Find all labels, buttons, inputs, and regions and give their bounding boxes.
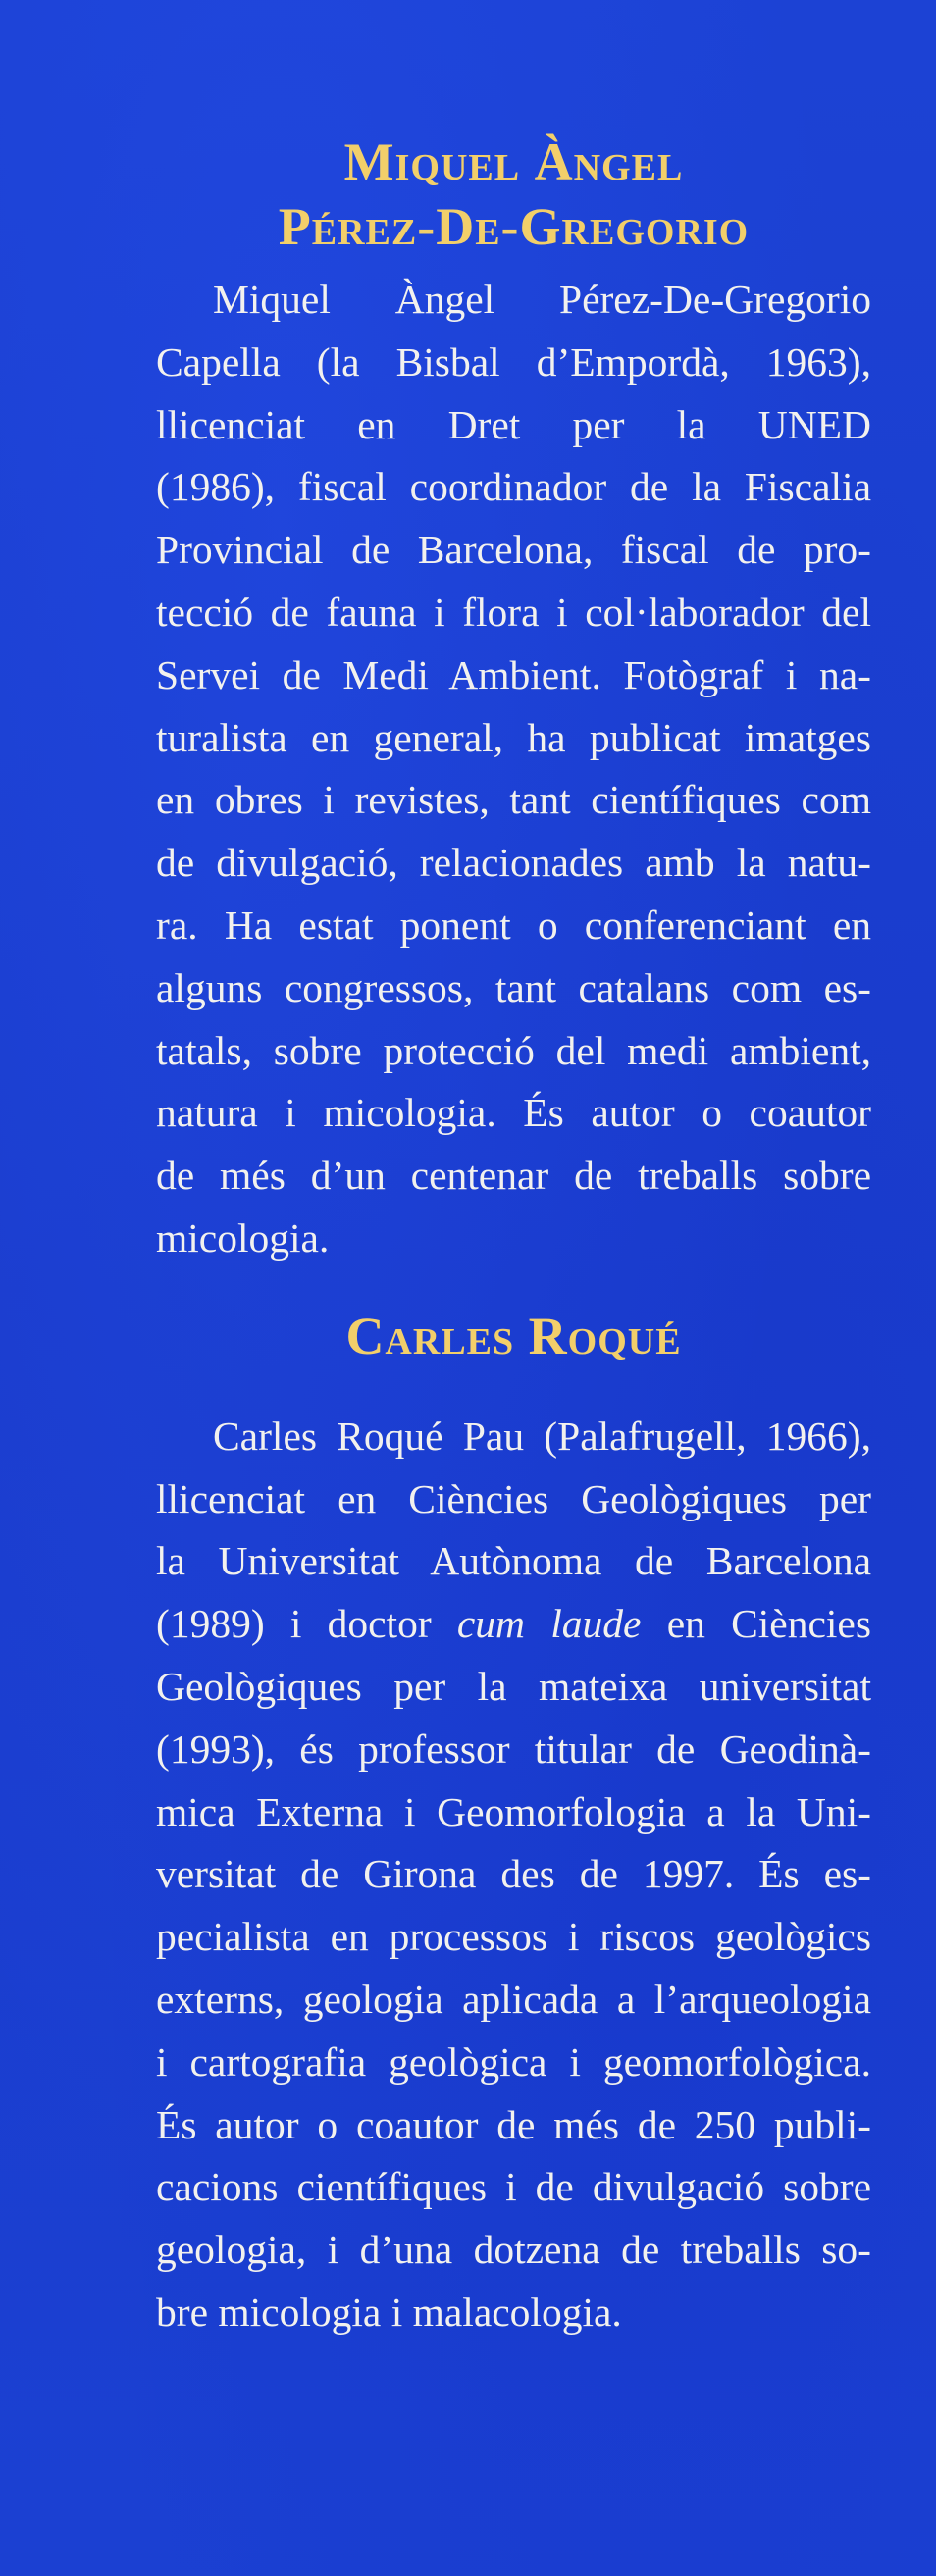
author2-bio-line: pecialista en processos i riscos geològics [156, 1914, 871, 1960]
author1-bio-line: Provincial de Barcelona, fiscal de pro- [156, 527, 871, 573]
author2-bio-line: bre micologia i malacologia. [156, 2289, 622, 2335]
author2-bio-line: Geològiques per la mateixa universitat [156, 1663, 871, 1709]
author1-bio-line: micologia. [156, 1214, 330, 1261]
author1-biography [156, 269, 871, 1270]
author1-bio-line: tecció de fauna i flora i col·laborador del [156, 589, 871, 635]
author2-bio-line: cacions científiques i de divulgació sobre [156, 2164, 871, 2210]
author1-name-line1: Miquel Àngel [343, 132, 684, 191]
author1-bio-line: Capella (la Bisbal d’Empordà, 1963), [156, 338, 871, 385]
author1-bio-line: natura i micologia. És autor o coautor [156, 1090, 871, 1136]
author2-biography [156, 1406, 871, 2344]
author1-bio-line: ra. Ha estat ponent o conferenciant en [156, 902, 871, 948]
author2-bio-line: externs, geologia aplicada a l’arqueologia [156, 1976, 871, 2022]
author2-bio-line: Carles Roqué Pau (Palafrugell, 1966), [213, 1413, 871, 1459]
author2-bio-line [156, 1593, 871, 1656]
author2-bio-line: i cartografia geològica i geomorfològica. [156, 2038, 871, 2085]
author2-bio-line: geologia, i d’una dotzena de treballs so- [156, 2227, 871, 2273]
author1-bio-line: de divulgació, relacionades amb la natu- [156, 840, 871, 886]
author2-bio-line: És autor o coautor de més de 250 publi- [156, 2101, 871, 2147]
author1-bio-line: de més d’un centenar de treballs sobre [156, 1153, 871, 1199]
author2-bio-text: en Ciències [666, 1601, 872, 1647]
author2-name-heading: Carles Roqué [345, 1306, 682, 1365]
author1-bio-line: Servei de Medi Ambient. Fotògraf i na- [156, 651, 871, 697]
author1-bio-line: (1986), fiscal coordinador de la Fiscalia [156, 464, 871, 510]
author2-bio-line: mica Externa i Geomorfologia a la Uni- [156, 1788, 871, 1834]
author2-bio-line: llicenciat en Ciències Geològiques per [156, 1475, 871, 1521]
author2-bio-line: la Universitat Autònoma de Barcelona [156, 1538, 871, 1584]
author1-bio-line: en obres i revistes, tant científiques com [156, 777, 871, 823]
author1-bio-line: tatals, sobre protecció del medi ambient, [156, 1027, 871, 1073]
author1-name-line2: Pérez-De-Gregorio [278, 197, 750, 256]
author1-name-heading [156, 129, 871, 259]
author2-bio-line: versitat de Girona des de 1997. És es- [156, 1851, 871, 1897]
author1-bio-line: llicenciat en Dret per la UNED [156, 401, 871, 447]
author2-bio-italic-phrase: cum laude [456, 1601, 642, 1647]
author2-bio-line: (1993), és professor titular de Geodinà- [156, 1726, 871, 1772]
author1-bio-line: turalista en general, ha publicat imatges [156, 714, 871, 760]
author1-bio-line: alguns congressos, tant catalans com es- [156, 964, 871, 1010]
author1-bio-line: Miquel Àngel Pérez-De-Gregorio [213, 277, 871, 322]
author2-bio-text: (1989) i doctor [156, 1601, 432, 1647]
